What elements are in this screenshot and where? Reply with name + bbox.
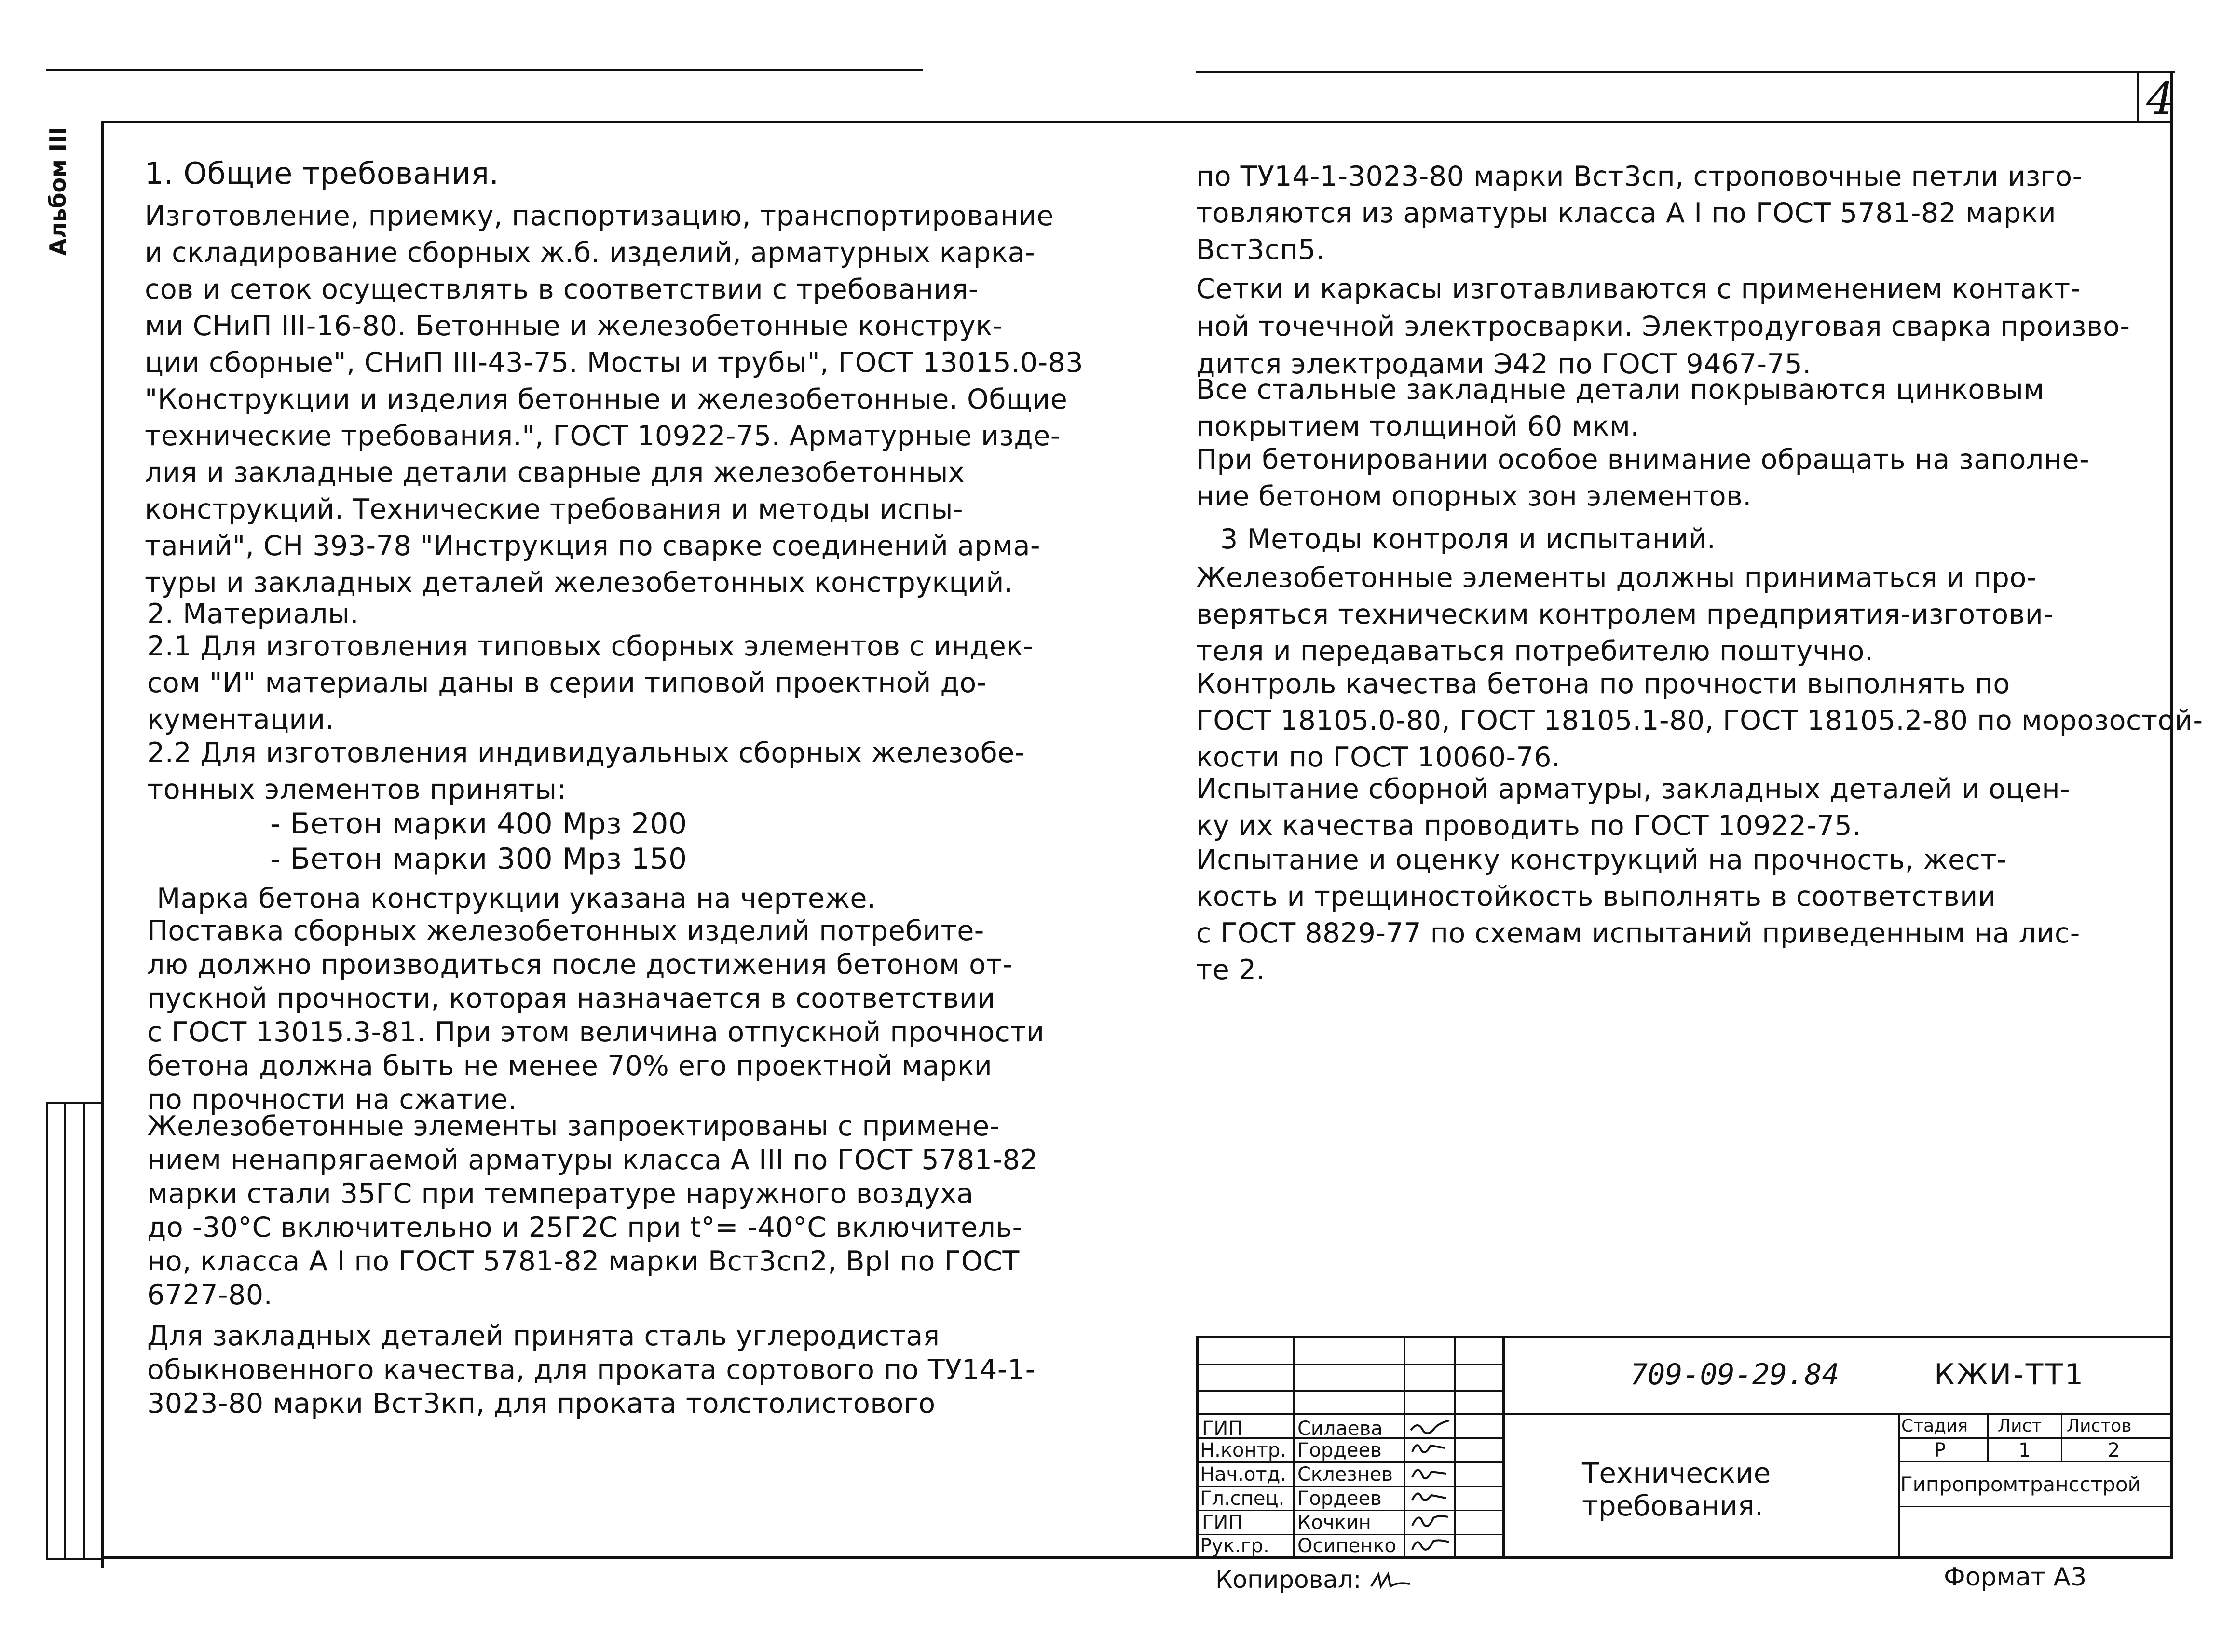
staff-role-3: Нач.отд. xyxy=(1200,1463,1287,1486)
zinc-coating-paragraph: Все стальные закладные детали покрываются цинковым покрытием толщиной 60 мкм. xyxy=(1196,374,2045,442)
reinforcement-paragraph: Железобетонные элементы запроектированы с применe- нием ненапрягаемой арматуры класса А III по ГОСТ 5781-82 марки стали 35ГС при температуре наружного воздуха до -30°С включительно и 25Г2С при t°= -40°С включитель- но, класса А I по ГОСТ 5781-82 марки Вст3сп2, BpI по ГОСТ 6727-80. xyxy=(147,1110,1038,1311)
stage-label: Стадия xyxy=(1901,1416,1968,1436)
staff-name-3: Склезнев xyxy=(1297,1463,1393,1486)
staff-name-1: Силаева xyxy=(1297,1418,1383,1440)
section-2-1: 2.1 Для изготовления типовых сборных элементов с индек- сом "И" материалы даны в серии типовой проектной до- кументации. xyxy=(147,630,1034,736)
staff-name-5: Кочкин xyxy=(1297,1512,1371,1534)
sheet-format: Формат А3 xyxy=(1944,1563,2087,1592)
sheets-label: Листов xyxy=(2067,1416,2132,1436)
staff-role-1: ГИП xyxy=(1202,1418,1243,1440)
section-2-title: 2. Материалы. xyxy=(147,598,359,630)
reinforcement-test-paragraph: Испытание сборной арматуры, закладных деталей и оцен- ку их качества проводить по ГОСТ 10922-75. xyxy=(1196,773,2071,842)
section-3-title: 3 Методы контроля и испытаний. xyxy=(1220,523,1716,555)
top-rule-right xyxy=(1196,71,2175,73)
title-block xyxy=(1196,1336,2173,1558)
quality-control-paragraph: Контроль качества бетона по прочности выполнять по ГОСТ 18105.0-80, ГОСТ 18105.1-80, ГОСТ 18105.2-80 по морозостой- кости по ГОСТ 10060-76. xyxy=(1196,668,2203,773)
staff-name-6: Осипенко xyxy=(1297,1535,1397,1557)
document-number: 709-09-29.84 xyxy=(1630,1358,1840,1392)
page-number: 4 xyxy=(2146,73,2175,124)
binding-strip-top xyxy=(46,1102,101,1104)
binding-strip-line-3 xyxy=(83,1102,85,1558)
organization: Гипропромтрансстрой xyxy=(1900,1473,2141,1496)
document-code: КЖИ-ТТ1 xyxy=(1934,1358,2086,1392)
staff-role-2: Н.контр. xyxy=(1200,1439,1286,1461)
staff-role-6: Рук.гр. xyxy=(1200,1535,1269,1557)
section-1-title: 1. Общие требования. xyxy=(145,156,499,191)
copied-by-signature xyxy=(1369,1570,1412,1594)
section-2-2: 2.2 Для изготовления индивидуальных сборных железобе- тонных элементов приняты: xyxy=(147,737,1025,806)
binding-strip-line-2 xyxy=(64,1102,66,1558)
sheet-value: 1 xyxy=(2018,1439,2031,1461)
copied-by xyxy=(1215,1565,1412,1594)
stage-value: Р xyxy=(1934,1439,1946,1461)
frame-left xyxy=(101,121,104,1568)
concrete-grade-note: Марка бетона конструкции указана на чертеже. xyxy=(157,883,876,915)
welding-paragraph: Сетки и каркасы изготавливаются с применением контакт- ной точечной электросварки. Электродуговая сварка произво- дится электродами Э42 по ГОСТ 9467-75. xyxy=(1196,273,2130,380)
sheets-value: 2 xyxy=(2108,1439,2120,1461)
concrete-grade-1: - Бетон марки 400 Мрз 200 xyxy=(270,807,687,841)
top-rule-left xyxy=(46,69,923,71)
album-label: Альбом III xyxy=(45,126,71,256)
frame-top xyxy=(101,121,2173,123)
embedded-steel-paragraph: Для закладных деталей принята сталь углеродистая обыкновенного качества, для проката сортового по ТУ14-1- 3023-80 марки Вст3кп, для проката толстолистового xyxy=(147,1320,1036,1420)
acceptance-paragraph: Железобетонные элементы должны приниматься и про- веряться техническим контролем предприятия-изготови- теля и передаваться потребителю поштучно. xyxy=(1196,562,2054,667)
staff-role-5: ГИП xyxy=(1202,1512,1243,1534)
steel-continued-paragraph: по ТУ14-1-3023-80 марки Вст3сп, строповочные петли изго- товляются из арматуры класса А I по ГОСТ 5781-82 марки Вст3сп5. xyxy=(1196,161,2083,266)
document-title: Технические требования. xyxy=(1582,1457,1771,1522)
binding-strip-line-1 xyxy=(46,1102,48,1558)
page-number-box-left xyxy=(2137,72,2139,123)
staff-name-4: Гордеев xyxy=(1297,1488,1382,1510)
concrete-grade-2: - Бетон марки 300 Мрз 150 xyxy=(270,842,687,876)
supply-paragraph: Поставка сборных железобетонных изделий потребите- лю должно производиться после достижения бетоном от- пускной прочности, которая назначается в соответствии с ГОСТ 13015.3-81. При этом величина отпускной прочности бетона должна быть не менее 70% его проектной марки по прочности на сжатие. xyxy=(147,915,1045,1116)
strength-test-paragraph: Испытание и оценку конструкций на прочность, жест- кость и трещиностойкость выполнять в соответствии с ГОСТ 8829-77 по схемам испытаний приведенным на лис- те 2. xyxy=(1196,844,2080,986)
binding-strip-bottom xyxy=(46,1558,101,1560)
concreting-attention-paragraph: При бетонировании особое внимание обращать на заполне- ние бетоном опорных зон элементов. xyxy=(1196,444,2090,512)
staff-name-2: Гордеев xyxy=(1297,1439,1382,1461)
staff-role-4: Гл.спец. xyxy=(1200,1488,1285,1510)
frame-right xyxy=(2170,72,2173,1558)
section-1-text: Изготовление, приемку, паспортизацию, транспортирование и складирование сборных ж.б. изделий, арматурных карка- сов и сеток осуществлять в соответствии с требования- ми СНиП III-16-80. Бетонные и железобетонные конструк- ции сборные", СНиП III-43-75. Мосты и трубы", ГОСТ 13015.0-83 "Конструкции и изделия бетонные и железобетонные. Общие технические требования.", ГОСТ 10922-75. Арматурные изде- лия и закладные детали сварные для железобетонных конструкций. Технические требования и методы испы- таний", СН 393-78 "Инструкция по сварке соединений арма- туры и закладных деталей железобетонных конструкций. xyxy=(145,200,1084,599)
copied-by-label: Копировал: xyxy=(1215,1566,1362,1594)
sheet-label: Лист xyxy=(1998,1416,2042,1436)
signatures xyxy=(1408,1416,1453,1558)
